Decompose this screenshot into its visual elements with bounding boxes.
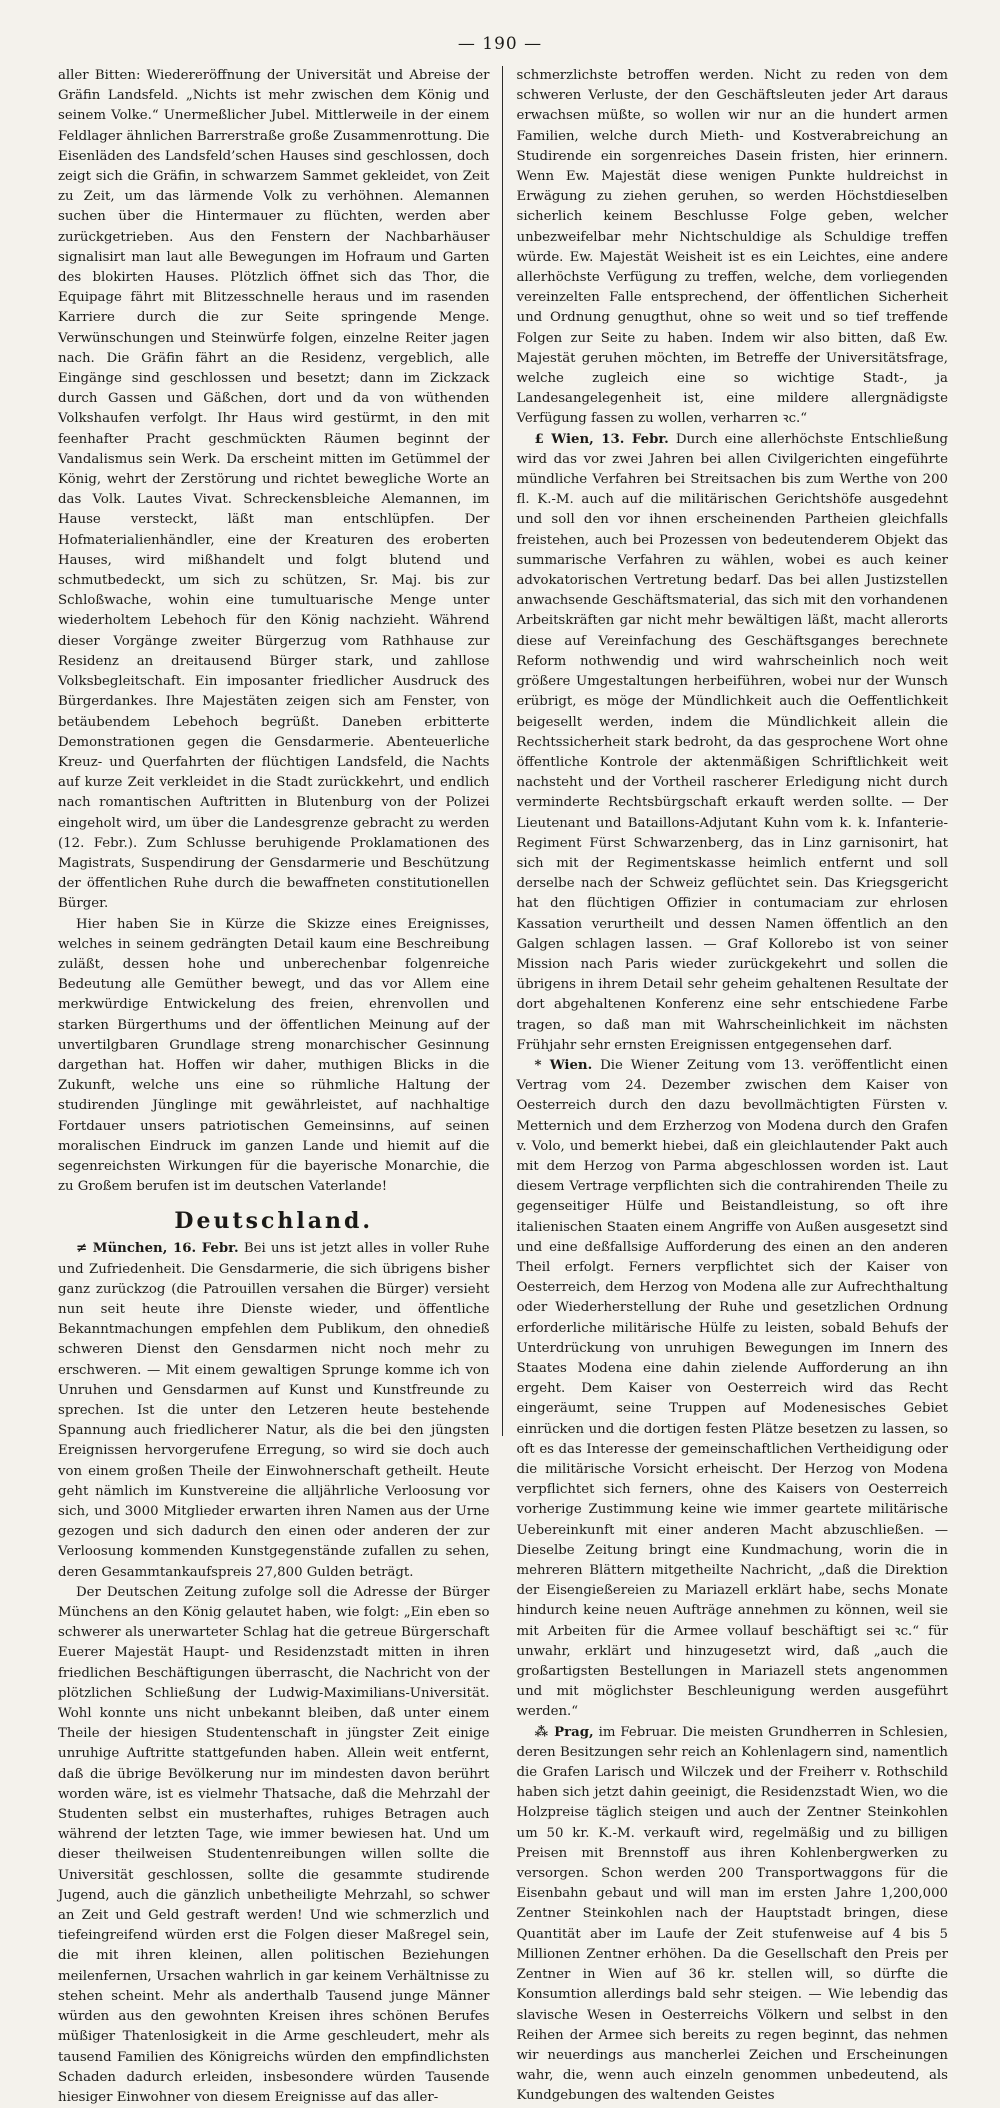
- article-text: im Februar. Die meisten Grundherren in Schlesien, deren Besitzungen sehr reich an Kohlenlagern sind, namentlich die Grafen Larisch und Wilczek und der Freiherr v. Rothschild haben sich jetzt dahin geeinigt, die Residenzstadt Wien, wo die Holzpreise täglich steigen und auch der Zentner Steinkohlen um 50 kr. K.-M. verkauft wird, regelmäßig und zu billigen Preisen mit Brennstoff aus ihren Kohlenbergwerken zu versorgen. Schon werden 200 Transportwaggons für die Eisenbahn gebaut und will man im ersten Jahre 1,200,000 Zentner Steinkohlen nach der Hauptstadt bringen, diese Quantität aber im Laufe der Zeit stufenweise auf 4 bis 5 Millionen Zentner erhöhen. Da die Gesellschaft den Preis per Zentner in Wien auf 36 kr. stellen will, so dürfte die Konsumtion allerdings bald sehr steigen. — Wie lebendig das slavische Wesen in Oesterreichs Völkern und selbst in den Reihen der Armee sich bereits zu regen beginnt, das nehmen wir neuerdings aus mancherlei Zeichen und Erscheinungen wahr, die, wenn auch einzeln genommen unbedeutend, als Kundgebungen des waltenden Geistes: [516, 1724, 948, 2104]
- article-paragraph: Der Deutschen Zeitung zufolge soll die Adresse der Bürger Münchens an den König gelautet haben, wie folgt: „Ein eben so schwerer als unerwarteter Schlag hat die getreue Bürgerschaft Euerer Majestät Haupt- und Residenzstadt mitten in ihren friedlichen Beschäftigungen überrascht, die Nachricht von der plötzlichen Schließung der Ludwig-Maximilians-Universität. Wohl konnte uns nicht unbekannt bleiben, daß unter einem Theile der hiesigen Studentenschaft in jüngster Zeit einige unruhige Auftritte stattgefunden haben. Allein weit entfernt, daß die übrige Bevölkerung nur im mindesten davon berührt worden wäre, ist es vielmehr Thatsache, daß die Mehrzahl der Studenten selbst ein musterhaftes, ruhiges Betragen auch während der letzten Tage, wie immer bewiesen hat. Und um dieser theilweisen Studentenreibungen willen sollte die Universität geschlossen, sollte die gesammte studirende Jugend, auch die gänzlich unbetheiligte Mehrzahl, so schwer an Zeit und Geld gestraft werden! Und wie schmerzlich und tiefeingreifend würden erst die Folgen dieser Maßregel sein, die mit ihren kleinen, allen politischen Beziehungen meilenfernen, Ursachen wahrlich in gar keinem Verhältnisse zu stehen scheint. Mehr als anderthalb Tausend junge Männer würden aus den gewohnten Kreisen ihres schönen Berufes müßiger Thatenlosigkeit in die Arme geschleudert, mehr als tausend Familien des Königreichs würden den empfindlichsten Schaden dadurch erleiden, insbesondere würden Tausende hiesiger Einwohner von diesem Ereignisse auf das aller-: [58, 1584, 490, 2105]
- section-title: Deutschland.: [174, 1208, 374, 1235]
- article-paragraph: [517, 1723, 949, 2107]
- article-text: Bei uns ist jetzt alles in voller Ruhe und Zufriedenheit. Die Gensdarmerie, die sich übrigens bisher ganz zurückzog (die Patrouillen versahen die Bürger) versieht nun seit heute ihre Dienste wieder, und öffentliche Bekanntmachungen empfehlen dem Publikum, den ohnedieß schweren Dienst den Gensdarmen nicht noch mehr zu erschweren. — Mit einem gewaltigen Sprunge komme ich von Unruhen und Gensdarmen auf Kunst und Kunstfreunde zu sprechen. Ist die unter den Letzeren heute bestehende Spannung auch friedlicherer Natur, als die bei den jüngsten Ereignissen hervorgerufene Erregung, so wird sie doch auch von einem großen Theile der Einwohnerschaft getheilt. Heute geht nämlich im Kunstvereine die alljährliche Verloosung vor sich, und 3000 Mitglieder erwarten ihren Namen aus der Urne gezogen und sich dadurch den einen oder anderen der zur Verloosung kommenden Kunstgegenstände zufallen zu sehen, deren Gesammtankaufspreis 27,800 Gulden beträgt.: [58, 1241, 490, 1580]
- right-column: [503, 66, 949, 2104]
- dateline: ⁂ Prag,: [534, 1724, 594, 1740]
- dateline: £ Wien, 13. Febr.: [534, 431, 669, 447]
- article-paragraph: [517, 430, 949, 1056]
- left-column: [58, 66, 502, 2105]
- article-text: Die Wiener Zeitung vom 13. veröffentlicht einen Vertrag vom 24. Dezember zwischen dem Kaiser von Oesterreich durch den dazu bevollmächtigten Fürsten v. Metternich und dem Erzherzog von Modena durch den Grafen v. Volo, und bemerkt hiebei, daß ein gleichlautender Pakt auch mit dem Herzog von Parma abgeschlossen worden ist. Laut diesem Vertrage verpflichten sich die contrahirenden Theile zu gegenseitiger Hülfe und Beistandleistung, so oft ihre italienischen Staaten einem Angriffe von Außen ausgesetzt sind und eine deßfallsige Aufforderung des einen an den anderen Theil erfolgt. Ferners verpflichtet sich der Kaiser von Oesterreich, dem Herzog von Modena alle zur Aufrechthaltung oder Wiederherstellung der Ruhe und gesetzlichen Ordnung erforderliche militärische Hülfe zu leisten, sobald Behufs der Unterdrückung von unruhigen Bewegungen im Innern des Staates Modena eine dahin zielende Aufforderung an ihn ergeht. Dem Kaiser von Oesterreich wird das Recht eingeräumt, seine Truppen auf Modenesisches Gebiet einrücken und die dortigen festen Plätze besetzen zu lassen, so oft es das Interesse der gemeinschaftlichen Vertheidigung oder die militärische Vorsicht erheischt. Der Herzog von Modena verpflichtet sich ferners, ohne des Kaisers von Oesterreich vorherige Zustimmung keine wie immer geartete militärische Uebereinkunft mit einer anderen Macht abzuschließen. — Dieselbe Zeitung bringt eine Kundmachung, worin die in mehreren Blättern mitgetheilte Nachricht, „daß die Direktion der Eisengießereien zu Mariazell erklärt habe, sechs Monate hindurch keine neuen Aufträge annehmen zu können, weil sie mit Arbeiten für die Armee vollauf beschäftigt sei ꝛc.“ für unwahr, erklärt und hinzugesetzt wird, daß „auch die großartigsten Bestellungen in Mariazell stets angenommen und mit möglichster Beschleunigung werden ausgeführt werden.“: [516, 1057, 948, 1720]
- text-columns: [58, 66, 949, 2105]
- article-paragraph: schmerzlichste betroffen werden. Nicht zu reden von dem schweren Verluste, der den Geschäftsleuten jeder Art daraus erwachsen müßte, so wollen wir nur an die hundert armen Familien, welche durch Mieth- und Kostverabreichung an Studirende ein sorgenreiches Dasein fristen, hier erinnern. Wenn Ew. Majestät diese wenigen Punkte huldreichst in Erwägung zu ziehen geruhen, so werden Höchstdieselben sicherlich keinem Beschlusse Folge geben, welcher unbezweifelbar mehr Nichtschuldige als Schuldige treffen würde. Ew. Majestät Weisheit ist es ein Leichtes, eine andere allerhöchste Verfügung zu treffen, welche, dem vorliegenden vereinzelten Falle entsprechend, der öffentlichen Sicherheit und Ordnung genugthut, ohne so weit und so tief treffende Folgen zur Seite zu haben. Indem wir also bitten, daß Ew. Majestät geruhen möchten, im Betreffe der Universitätsfrage, welche zugleich eine so wichtige Stadt-, ja Landesangelegenheit ist, eine mildere allergnädigste Verfügung fassen zu wollen, verharren ꝛc.“: [516, 68, 948, 427]
- article-paragraph: [58, 1239, 490, 1582]
- dateline: ≠ München, 16. Febr.: [76, 1241, 239, 1257]
- article-paragraph: [517, 1056, 949, 1723]
- page-number: — 190 —: [457, 34, 543, 54]
- article-text: Durch eine allerhöchste Entschließung wird das vor zwei Jahren bei allen Civilgerichten eingeführte mündliche Verfahren bei Streitsachen bis zum Werthe von 200 fl. K.-M. auch auf die militärischen Gerichtshöfe ausgedehnt und soll den vor ihnen erscheinenden Partheien gleichfalls freistehen, auch bei Prozessen von bedeutenderem Objekt das summarische Verfahren zu wählen, wobei es auch keiner advokatorischen Vertretung bedarf. Das bei allen Justizstellen anwachsende Geschäftsmaterial, das sich mit den vorhandenen Arbeitskräften gar nicht mehr bewältigen läßt, macht allerorts diese auf Vereinfachung des Geschäftsganges berechnete Reform nothwendig und wird wahrscheinlich noch weit größere Umgestaltungen herbeiführen, wobei nur der Wunsch erübrigt, es möge der Mündlichkeit auch die Oeffentlichkeit beigesellt werden, indem die Mündlichkeit allein die Rechtssicherheit stark bedroht, da das gesprochene Wort ohne öffentliche Kontrole der aktenmäßigen Schriftlichkeit weit nachsteht und der Vortheil rascherer Erledigung nicht durch verminderte Rechtsbürgschaft erkauft werden sollte. — Der Lieutenant und Bataillons-Adjutant Kuhn vom k. k. Infanterie-Regiment Fürst Schwarzenberg, das in Linz garnisonirt, hat sich mit der Regimentskasse heimlich entfernt und soll derselbe nach der Schweiz geflüchtet sein. Das Kriegsgericht hat den flüchtigen Offizier in contumaciam zur ehrlosen Kassation verurtheilt und dessen Namen öffentlich an den Galgen schlagen lassen. — Graf Kollorebo ist von seiner Mission nach Paris wieder zurückgekehrt und sollen die übrigens in ihrem Detail sehr geheim gehaltenen Resultate der dort abgehaltenen Konferenz eine sehr entschiedene Farbe tragen, so daß man mit Wahrscheinlichkeit im nächsten Frühjahr sehr ernsten Ereignissen entgegensehen darf.: [516, 431, 949, 1053]
- article-paragraph: aller Bitten: Wiedereröffnung der Universität und Abreise der Gräfin Landsfeld. „Nichts ist mehr zwischen dem König und seinem Volke.“ Unermeßlicher Jubel. Mittlerweile in der einem Feldlager ähnlichen Barrerstraße große Zusammenrottung. Die Eisenläden des Landsfeld’schen Hauses sind geschlossen, doch zeigt sich die Gräfin, in schwarzem Sammet gekleidet, von Zeit zu Zeit, um das lärmende Volk zu verhöhnen. Alemannen suchen über die Hintermauer zu flüchten, werden aber zurückgetrieben. Aus den Fenstern der Nachbarhäuser signalisirt man laut alle Bewegungen im Hofraum und Garten des blokirten Hauses. Plötzlich öffnet sich das Thor, die Equipage fährt mit Blitzesschnelle heraus und im rasenden Karriere durch die zur Seite springende Menge. Verwünschungen und Steinwürfe folgen, einzelne Reiter jagen nach. Die Gräfin fährt an die Residenz, vergeblich, alle Eingänge sind geschlossen und besetzt; dann im Zickzack durch Gassen und Gäßchen, dort und da von wüthenden Volkshaufen verfolgt. Ihr Haus wird gestürmt, in den mit feenhafter Pracht geschmückten Räumen beginnt der Vandalismus sein Werk. Da erscheint mitten im Getümmel der König, wehrt der Zerstörung und richtet bewegliche Worte an das Volk. Lautes Vivat. Schreckensbleiche Alemannen, im Hause versteckt, läßt man entschlüpfen. Der Hofmaterialienhändler, eine der Kreaturen des eroberten Hauses, wird mißhandelt und folgt blutend und schmutbedeckt, um sich zu schützen, Sr. Maj. bis zur Schloßwache, wohin eine tumultuarische Menge unter wiederholtem Lebehoch für den König nachzieht. Während dieser Vorgänge zweiter Bürgerzug vom Rathhause zur Residenz an dreitausend Bürger stark, und zahllose Volksbegleitschaft. Ein imposanter friedlicher Ausdruck des Bürgerdankes. Ihre Majestäten zeigen sich am Fenster, von betäubendem Lebehoch begrüßt. Daneben erbitterte Demonstrationen gegen die Gensdarmerie. Abenteuerliche Kreuz- und Querfahrten der flüchtigen Landsfeld, die Nachts auf kurze Zeit verkleidet in die Stadt zurückkehrt, und endlich nach romantischen Auftritten in Blutenburg von der Polizei eingeholt wird, um über die Landesgrenze gebracht zu werden (12. Febr.). Zum Schlusse beruhigende Proklamationen des Magistrats, Suspendirung der Gensdarmerie und Beschützung der öffentlichen Ruhe durch die bewaffneten constitutionellen Bürger.: [58, 68, 490, 912]
- article-paragraph: Hier haben Sie in Kürze die Skizze eines Ereignisses, welches in seinem gedrängten Detail kaum eine Beschreibung zuläßt, dessen hohe und unberechenbar folgenreiche Bedeutung alle Gemüther bewegt, und das vor Allem eine merkwürdige Entwickelung des freien, ehrenvollen und starken Bürgerthums und der öffentlichen Meinung auf der unvertilgbaren Grundlage streng monarchischer Gesinnung dargethan hat. Hoffen wir daher, muthigen Blicks in die Zukunft, welche uns eine so rühmliche Haltung der studirenden Jünglinge mit gewährleistet, auf nachhaltige Fortdauer unsers patriotischen Gemeinsinns, auf seinen moralischen Eindruck im ganzen Lande und hiemit auf die segenreichsten Wirkungen für die bayerische Monarchie, die zu Großem berufen ist im deutschen Vaterlande!: [58, 916, 490, 1195]
- dateline: * Wien.: [534, 1057, 593, 1073]
